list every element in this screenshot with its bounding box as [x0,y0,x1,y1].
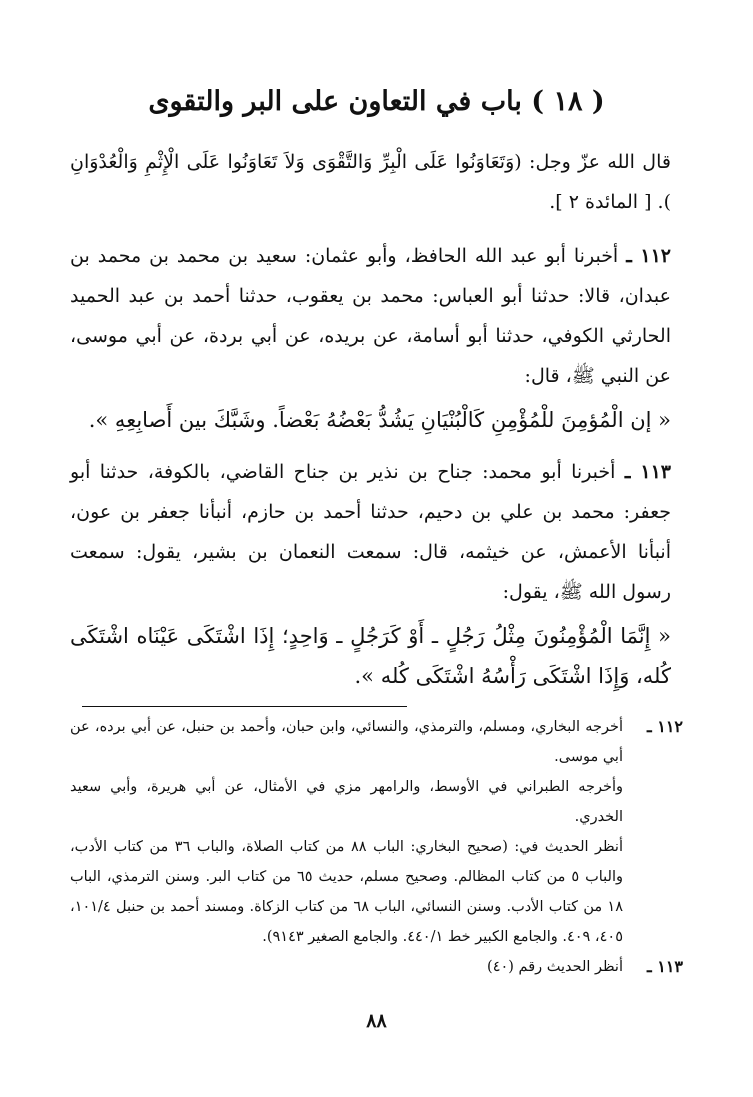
footnote-113 [70,952,683,982]
hadith-113-isnad [70,452,671,612]
footnote-divider [82,706,407,707]
hadith-113-isnad-text: أخبرنا أبو محمد: جناح بن نذير بن جناح القاضي، بالكوفة، حدثنا أبو جعفر: محمد بن علي بن دحيم، حدثنا أحمد بن حازم، أنبأنا جعفر بن عون، أنبأنا الأعمش، عن خيثمه، قال: سمعت النعمان بن بشير، يقول: سمعت رسول الله ﷺ، يقول: [70,461,671,603]
hadith-112-number: ١١٢ ـ [626,245,671,267]
chapter-title: ( ١٨ ) باب في التعاون على البر والتقوى [148,86,605,117]
hadith-112-matn: « إن الْمُؤمِنَ للْمُؤْمِنِ كَالْبُنْيَانِ يَشُدُّ بَعْضُهُ بَعْضاً. وشَبَّكَ بين أَصابِعِهِ ». [88,408,671,432]
hadith-112 [70,236,671,440]
footnote-112 [70,712,683,952]
footnote-112-paragraph: أخرجه البخاري، ومسلم، والترمذي، والنسائي، وابن حبان، وأحمد بن حنبل، عن أبي برده، عن أبي موسى. [70,719,623,765]
footnote-112-body [70,712,623,952]
intro-verse [70,142,671,222]
footnotes [70,712,683,982]
page-number: ٨٨ [366,1010,387,1032]
hadith-112-isnad-text: أخبرنا أبو عبد الله الحافظ، وأبو عثمان: سعيد بن محمد بن محمد بن عبدان، قالا: حدثنا أبو العباس: محمد بن يعقوب، حدثنا أحمد بن عبد الحميد الحارثي الكوفي، حدثنا أبو أسامة، عن بريده، عن أبي بردة، عن أبي موسى، عن النبي ﷺ، قال: [70,245,671,387]
footnote-112-paragraph: وأخرجه الطبراني في الأوسط، والرامهر مزي في الأمثال، عن أبي هريرة، وأبي سعيد الخدري. [70,779,623,825]
footnote-113-number: ١١٣ ـ [646,957,683,976]
hadith-113-number: ١١٣ ـ [624,461,671,483]
hadith-112-isnad [70,236,671,396]
footnote-113-body [70,952,623,982]
hadith-113 [70,452,671,696]
intro-verse-text: قال الله عزّ وجل: (وَتَعَاوَنُوا عَلَى الْبِرِّ وَالتَّقْوَى وَلاَ تَعَاوَنُوا عَلَى الْإِثْمِ وَالْعُدْوَانِ ). [ المائدة ٢ ]. [70,151,671,213]
footnote-113-paragraph: أنظر الحديث رقم (٤٠) [487,959,623,975]
hadith-113-matn: « إِنَّمَا الْمُؤْمِنُونَ مِثْلُ رَجُلٍ ـ أَوْ كَرَجُلٍ ـ وَاحِدٍ؛ إِذَا اشْتَكَى عَيْنَاه اشْتَكَى كُله، وَإِذَا اشْتَكَى رَأْسُهُ اشْتَكَى كُله ». [70,624,671,688]
footnote-112-paragraph: أنظر الحديث في: (صحيح البخاري: الباب ٨٨ من كتاب الصلاة، والباب ٣٦ من كتاب الأدب، والباب ٥ من كتاب المظالم. وصحيح مسلم، حديث ٦٥ من كتاب البر. وسنن الترمذي، الباب ١٨ من كتاب الأدب. وسنن النسائي، الباب ٦٨ من كتاب الزكاة. ومسند أحمد بن حنبل ١٠١/٤، ٤٠٥، ٤٠٩. والجامع الكبير خط ٤٤٠/١. والجامع الصغير ٩١٤٣). [70,839,623,945]
footnote-112-number: ١١٢ ـ [646,717,683,736]
